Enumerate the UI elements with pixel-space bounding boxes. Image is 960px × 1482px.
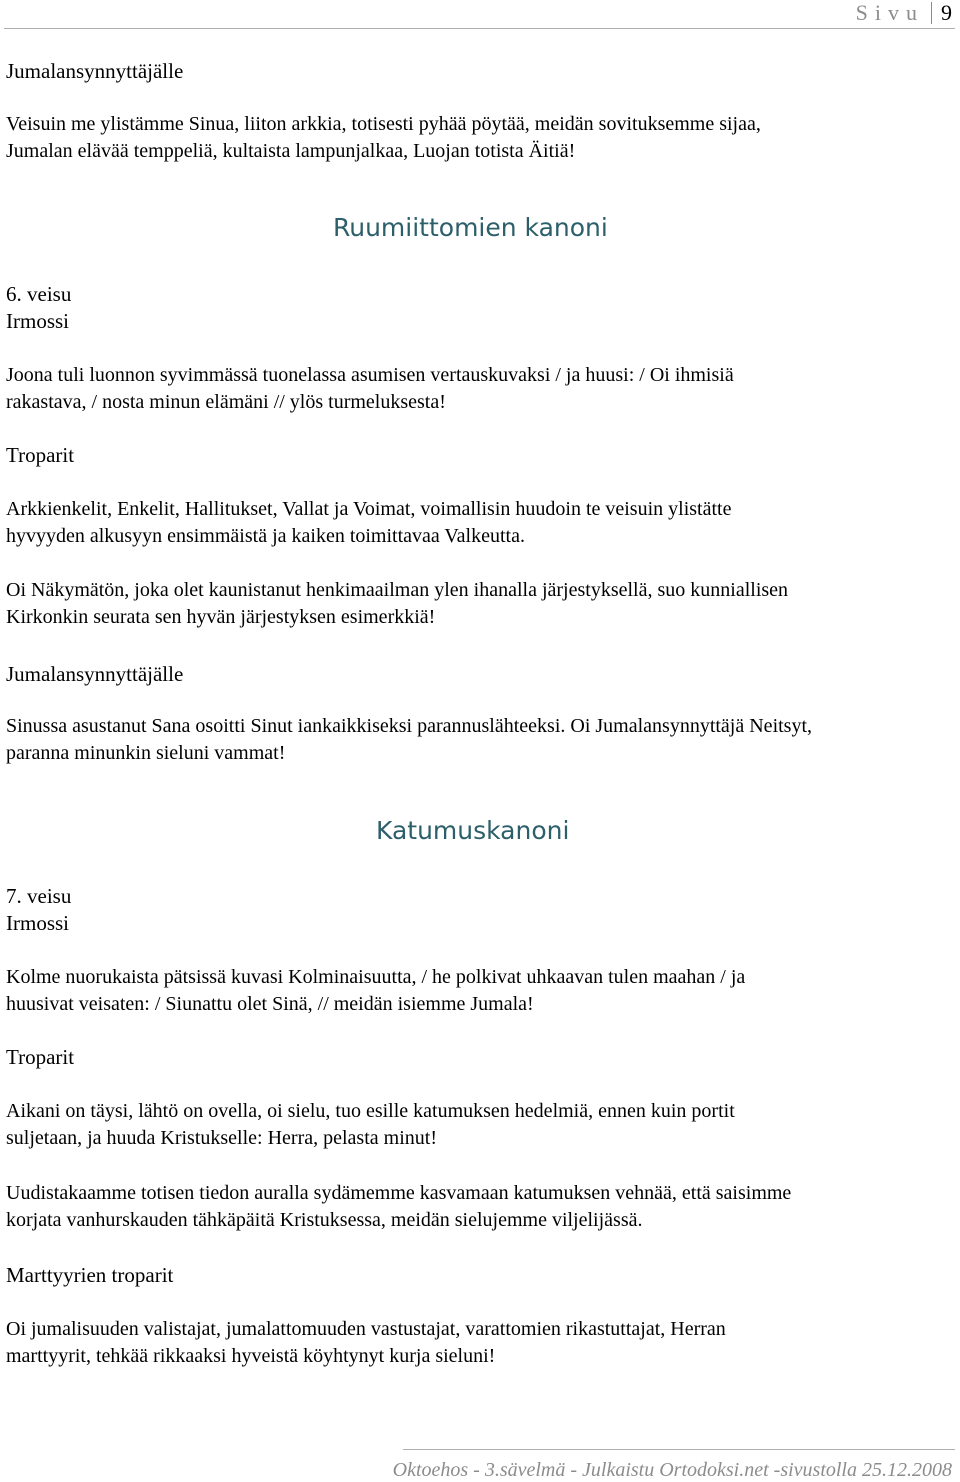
paragraph-line: Veisuin me ylistämme Sinua, liiton arkkia, totisesti pyhää pöytää, meidän sovituksemme sijaa, <box>6 113 761 135</box>
ode-heading: 7. veisu <box>6 884 72 908</box>
paragraph-line: hyvyyden alkusyyn ensimmäistä ja kaiken toimittavaa Valkeutta. <box>6 525 525 547</box>
paragraph-line: Joona tuli luonnon syvimmässä tuonelassa asumisen vertauskuvaksi / ja huusi: / Oi ihmisiä <box>6 364 734 386</box>
paragraph-line: Uudistakaamme totisen tiedon auralla sydämemme kasvamaan katumuksen vehnää, että saisimme <box>6 1182 792 1204</box>
page-footer: Oktoehos - 3.sävelmä - Julkaistu Ortodoksi.net -sivustolla 25.12.2008 <box>392 1459 952 1481</box>
paragraph-line: Oi jumalisuuden valistajat, jumalattomuuden vastustajat, varattomien rikastuttajat, Herran <box>6 1318 726 1340</box>
page-header-label: Sivu <box>855 0 924 25</box>
canon-title: Ruumiittomien kanoni <box>333 213 608 242</box>
paragraph-line: Kolme nuorukaista pätsissä kuvasi Kolminaisuutta, / he polkivat uhkaavan tulen maahan / ja <box>6 966 746 988</box>
paragraph-line: marttyyrit, tehkää rikkaaksi hyveistä köyhtynyt kurja sieluni! <box>6 1345 496 1367</box>
paragraph-line: huusivat veisaten: / Siunattu olet Sinä, // meidän isiemme Jumala! <box>6 993 534 1015</box>
section-heading: Jumalansynnyttäjälle <box>6 59 184 83</box>
paragraph-line: Sinussa asustanut Sana osoitti Sinut iankaikkiseksi parannuslähteeksi. Oi Jumalansynnyttäjä Neitsyt, <box>6 715 813 737</box>
irmos-heading: Irmossi <box>6 309 69 333</box>
section-heading: Jumalansynnyttäjälle <box>6 662 184 686</box>
paragraph-line: suljetaan, ja huuda Kristukselle: Herra, pelasta minut! <box>6 1127 437 1149</box>
ode-heading: 6. veisu <box>6 282 72 306</box>
header-separator <box>931 2 932 24</box>
troparia-heading: Troparit <box>6 443 75 467</box>
page-number: 9 <box>941 0 952 25</box>
irmos-heading: Irmossi <box>6 911 69 935</box>
paragraph-line: Aikani on täysi, lähtö on ovella, oi sielu, tuo esille katumuksen hedelmiä, ennen kuin portit <box>6 1100 735 1122</box>
section-heading: Marttyyrien troparit <box>6 1263 174 1287</box>
header-rule <box>4 28 955 29</box>
paragraph-line: korjata vanhurskauden tähkäpäitä Kristuksessa, meidän sielujemme viljelijässä. <box>6 1209 643 1231</box>
paragraph-line: Kirkonkin seurata sen hyvän järjestyksen esimerkkiä! <box>6 606 436 628</box>
paragraph-line: Oi Näkymätön, joka olet kaunistanut henkimaailman ylen ihanalla järjestyksellä, suo kunniallisen <box>6 579 789 601</box>
troparia-heading: Troparit <box>6 1045 75 1069</box>
paragraph-line: rakastava, / nosta minun elämäni // ylös turmeluksesta! <box>6 391 446 413</box>
paragraph-line: Arkkienkelit, Enkelit, Hallitukset, Vallat ja Voimat, voimallisin huudoin te veisuin ylistätte <box>6 498 732 520</box>
paragraph-line: paranna minunkin sieluni vammat! <box>6 742 286 764</box>
canon-title: Katumuskanoni <box>376 816 570 845</box>
paragraph-line: Jumalan elävää temppeliä, kultaista lampunjalkaa, Luojan totista Äitiä! <box>6 140 576 162</box>
footer-rule <box>403 1449 955 1450</box>
